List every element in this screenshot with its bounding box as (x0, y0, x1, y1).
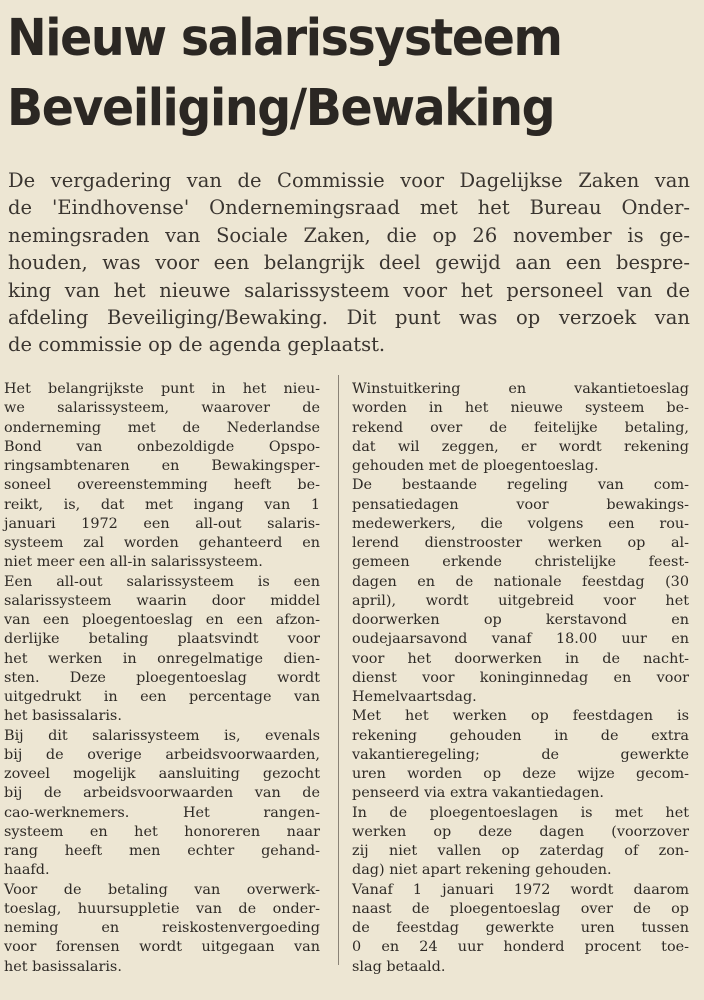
text-line: systeem zal worden gehanteerd en (4, 535, 320, 551)
text-line: Voor de betaling van overwerk- (4, 881, 320, 898)
text-line: we salarissysteem, waarover de (4, 400, 320, 417)
text-line: uitgedrukt in een percentage van (4, 689, 320, 705)
text-line: dat wil zeggen, er wordt rekening (352, 438, 689, 455)
text-line: lerend dienstrooster werken op al- (352, 535, 689, 551)
text-line: zij niet vallen op zaterdag of zon- (352, 843, 689, 859)
intro-line: de 'Eindhovense' Ondernemingsraad met het Bureau Onder- (8, 196, 690, 220)
text-line: pensatiedagen voor bewakings- (352, 496, 689, 513)
text-line: voor forensen wordt uitgegaan van (4, 939, 320, 956)
text-line: rang heeft men echter gehand- (4, 843, 320, 859)
text-line: rekening gehouden in de extra (352, 727, 689, 744)
text-line: In de ploegentoeslagen is met het (352, 804, 689, 821)
text-line: de feestdag gewerkte uren tussen (352, 920, 689, 936)
text-line: gehouden met de ploegentoeslag. (352, 458, 599, 474)
text-line: van een ploegentoeslag en een afzon- (4, 612, 320, 628)
intro-line: nemingsraden van Sociale Zaken, die op 26 november is ge- (8, 223, 690, 247)
headline (7, 4, 649, 144)
intro-paragraph (8, 167, 690, 359)
text-line: voor het doorwerken in de nacht- (352, 650, 689, 667)
text-line: Hemelvaartsdag. (352, 689, 477, 705)
text-line: werken op deze dagen (voorzover (352, 823, 689, 840)
text-line: reikt, is, dat met ingang van 1 (4, 496, 320, 513)
text-line: Winstuitkering en vakantietoeslag (352, 381, 689, 397)
intro-line: afdeling Beveiliging/Bewaking. Dit punt was op verzoek van (8, 306, 690, 330)
text-line: april), wordt uitgebreid voor het (352, 592, 689, 609)
headline-line: Beveiliging/Bewaking (7, 79, 555, 138)
text-line: bij de arbeidsvoorwaarden van de (4, 785, 320, 802)
text-line: dienst voor koninginnedag en voor (352, 669, 689, 686)
text-line: worden in het nieuwe systeem be- (352, 400, 689, 417)
text-line: 0 en 24 uur honderd procent toe- (352, 939, 689, 956)
headline-line: Nieuw salarissysteem (7, 9, 562, 68)
text-line: neming en reiskostenvergoeding (4, 920, 320, 936)
intro-line: houden, was voor een belangrijk deel gewijd aan een bespre- (8, 251, 690, 275)
text-line: uren worden op deze wijze gecom- (352, 766, 689, 782)
column-divider (338, 375, 339, 965)
text-line: soneel overeenstemming heeft be- (4, 477, 320, 494)
text-line: salarissysteem waarin door middel (4, 592, 320, 609)
text-line: systeem en het honoreren naar (4, 823, 320, 840)
text-line: naast de ploegentoeslag over de op (352, 900, 689, 917)
text-line: zoveel mogelijk aansluiting gezocht (4, 766, 320, 782)
text-line: niet meer een all-in salarissysteem. (4, 554, 263, 571)
text-line: toeslag, huursuppletie van de onder- (4, 900, 320, 917)
text-line: gemeen erkende christelijke feest- (352, 554, 689, 571)
text-line: ringsambtenaren en Bewakingsper- (4, 458, 320, 474)
text-line: derlijke betaling plaatsvindt voor (4, 631, 320, 648)
text-line: penseerd via extra vakantiedagen. (352, 785, 604, 802)
text-line: dagen en de nationale feestdag (30 (352, 573, 689, 590)
text-line: medewerkers, die volgens een rou- (352, 515, 689, 532)
text-line: dag) niet apart rekening gehouden. (352, 862, 612, 879)
text-line: oudejaarsavond vanaf 18.00 uur en (352, 631, 689, 648)
text-line: het werken in onregelmatige dien- (4, 650, 320, 667)
right-column (352, 380, 689, 977)
text-line: Het belangrijkste punt in het nieu- (4, 381, 320, 397)
text-line: bij de overige arbeidsvoorwaarden, (4, 746, 320, 763)
text-line: Een all-out salarissysteem is een (4, 573, 320, 590)
intro-line: king van het nieuwe salarissysteem voor het personeel van de (8, 278, 690, 302)
text-line: haafd. (4, 862, 50, 879)
text-line: slag betaald. (352, 958, 446, 975)
left-column (4, 380, 320, 977)
text-line: doorwerken op kerstavond en (352, 612, 689, 628)
text-line: het basissalaris. (4, 708, 122, 725)
text-line: Bond van onbezoldigde Opspo- (4, 438, 320, 455)
text-line: Bij dit salarissysteem is, evenals (4, 727, 320, 744)
text-line: januari 1972 een all-out salaris- (4, 515, 320, 532)
text-line: Met het werken op feestdagen is (352, 708, 689, 725)
intro-line: De vergadering van de Commissie voor Dagelijkse Zaken van (8, 169, 690, 192)
text-line: Vanaf 1 januari 1972 wordt daarom (352, 881, 689, 898)
text-line: cao-werknemers. Het rangen- (4, 804, 320, 821)
intro-line: de commissie op de agenda geplaatst. (8, 333, 386, 357)
text-line: vakantieregeling; de gewerkte (352, 746, 689, 763)
text-line: sten. Deze ploegentoeslag wordt (4, 669, 320, 686)
text-line: De bestaande regeling van com- (352, 477, 689, 494)
text-line: het basissalaris. (4, 958, 122, 975)
text-line: rekend over de feitelijke betaling, (352, 419, 689, 436)
text-line: onderneming met de Nederlandse (4, 419, 320, 436)
